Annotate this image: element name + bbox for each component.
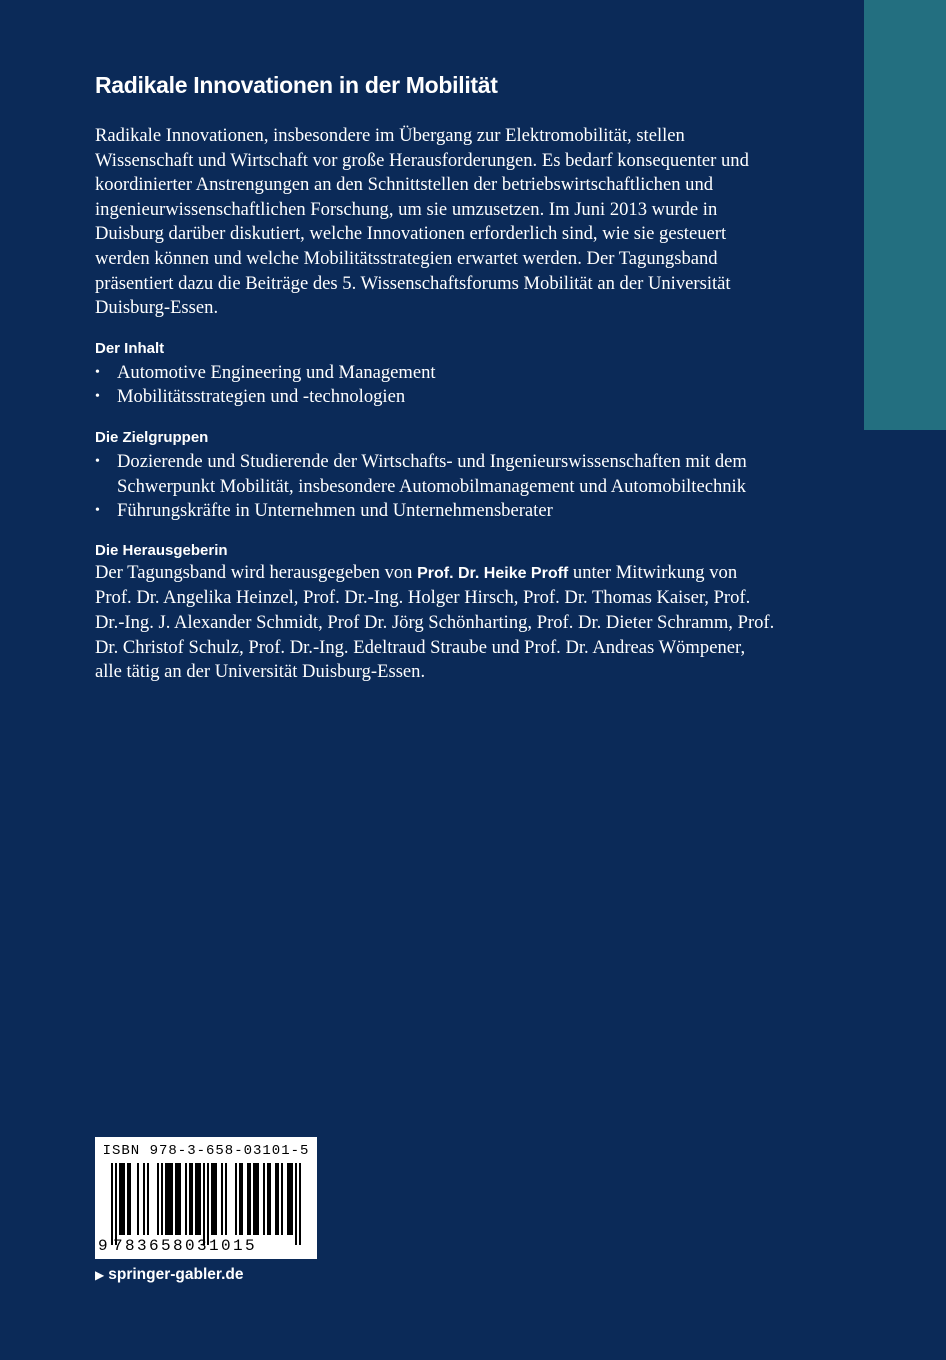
zielgruppen-list: [95, 450, 775, 524]
barcode-bar: [247, 1163, 249, 1235]
barcode-digits: 783658031015: [113, 1237, 258, 1255]
barcode-bar: [191, 1163, 193, 1235]
barcode-bar: [225, 1163, 227, 1235]
publisher-website[interactable]: ▶ springer-gabler.de: [95, 1266, 244, 1283]
barcode-bar: [241, 1163, 243, 1235]
list-item: • Dozierende und Studierende der Wirtschafts- und Ingenieurswissenschaften mit dem Schwerpunkt Mobilität, insbesondere Automobilmanagement und Automobiltechnik: [95, 450, 747, 497]
barcode-bar: [299, 1163, 301, 1245]
bullet-icon: •: [95, 364, 100, 380]
isbn-label: ISBN 978-3-658-03101-5: [102, 1143, 310, 1159]
barcode-bar: [221, 1163, 223, 1235]
barcode-bar: [127, 1163, 129, 1235]
isbn-barcode: [95, 1137, 317, 1259]
barcode-bar: [281, 1163, 283, 1235]
barcode-bar: [147, 1163, 149, 1235]
barcode-bar: [263, 1163, 265, 1235]
barcode-bar: [235, 1163, 237, 1235]
list-item: • Mobilitätsstrategien und -technologien: [95, 385, 775, 410]
barcode-bar: [197, 1163, 199, 1235]
barcode-bar: [207, 1163, 209, 1245]
back-cover-content: [95, 72, 775, 685]
barcode-bar: [213, 1163, 215, 1235]
barcode-bar: [111, 1163, 113, 1245]
barcode-bar: [175, 1163, 177, 1235]
barcode-bar: [121, 1163, 123, 1235]
barcode-bar: [253, 1163, 255, 1235]
herausgeberin-paragraph: Der Tagungsband wird herausgegeben von Prof. Dr. Heike Proff unter Mitwirkung von Prof. Dr. Angelika Heinzel, Prof. Dr.-Ing. Holger Hirsch, Prof. Dr. Thomas Kaiser, Prof. Dr.-Ing. J. Alexander Schmidt, Prof Dr. Jörg Schönharting, Prof. Dr. Dieter Schramm, Prof. Dr. Christof Schulz, Prof. Dr.-Ing. Edeltraud Straube und Prof. Dr. Andreas Wömpener, alle tätig an der Universität Duisburg-Essen.: [95, 561, 775, 683]
barcode-bar: [269, 1163, 271, 1235]
barcode-bar: [249, 1163, 251, 1235]
barcode-bar: [177, 1163, 179, 1235]
barcode-bar: [129, 1163, 131, 1235]
barcode-bar: [189, 1163, 191, 1235]
barcode-first-digit: 9: [98, 1237, 108, 1255]
barcode-bar: [239, 1163, 241, 1235]
book-title: Radikale Innovationen in der Mobilität: [95, 72, 498, 98]
barcode-bar: [123, 1163, 125, 1235]
arrow-right-icon: ▶: [95, 1268, 105, 1282]
intro-paragraph: Radikale Innovationen, insbesondere im Übergang zur Elektromobilität, stellen Wissenschaft und Wirtschaft vor große Herausforderungen. Es bedarf konsequenter und koordinierter Anstrengungen an den Schnittstellen der betriebswirtschaftlichen und ingenieurwissenschaftlichen Forschung, um sie umzusetzen. Im Juni 2013 wurde in Duisburg darüber diskutiert, welche Innovationen erforderlich sind, wie sie gesteuert werden können und welche Mobilitätsstrategien erwartet werden. Der Tagungsband präsentiert dazu die Beiträge des 5. Wissenschaftsforums Mobilität an der Universität Duisburg-Essen.: [95, 125, 749, 319]
section-heading-zielgruppen: Die Zielgruppen: [95, 428, 209, 446]
barcode-bar: [167, 1163, 169, 1235]
section-heading-inhalt: Der Inhalt: [95, 339, 165, 357]
list-item: • Führungskräfte in Unternehmen und Unternehmensberater: [95, 499, 775, 524]
barcode-bar: [257, 1163, 259, 1235]
barcode-bar: [157, 1163, 159, 1235]
list-item: • Automotive Engineering und Management: [95, 361, 775, 386]
barcode-bar: [179, 1163, 181, 1235]
barcode-bar: [255, 1163, 257, 1235]
barcode-bar: [211, 1163, 213, 1235]
section-heading-herausgeberin: Die Herausgeberin: [95, 541, 228, 559]
barcode-bar: [289, 1163, 291, 1235]
barcode-bar: [161, 1163, 163, 1235]
bullet-icon: •: [95, 503, 100, 519]
barcode-bar: [203, 1163, 205, 1245]
barcode-bar: [287, 1163, 289, 1235]
accent-bar: [864, 0, 946, 430]
editor-name: Prof. Dr. Heike Proff: [417, 564, 569, 582]
barcode-bar: [295, 1163, 297, 1245]
barcode-bar: [215, 1163, 217, 1235]
barcode-bar: [137, 1163, 139, 1235]
barcode-bar: [165, 1163, 167, 1235]
barcode-bar: [195, 1163, 197, 1235]
barcode-bar: [199, 1163, 201, 1235]
bullet-icon: •: [95, 453, 100, 469]
barcode-bar: [275, 1163, 277, 1235]
barcode-bar: [143, 1163, 145, 1235]
barcode-bar: [169, 1163, 171, 1235]
barcode-bar: [267, 1163, 269, 1235]
barcode-bar: [171, 1163, 173, 1235]
barcode-bar: [291, 1163, 293, 1235]
inhalt-list: [95, 361, 775, 410]
bullet-icon: •: [95, 389, 100, 405]
barcode-bar: [115, 1163, 117, 1245]
barcode-bar: [185, 1163, 187, 1235]
barcode-bar: [277, 1163, 279, 1235]
barcode-bar: [119, 1163, 121, 1235]
